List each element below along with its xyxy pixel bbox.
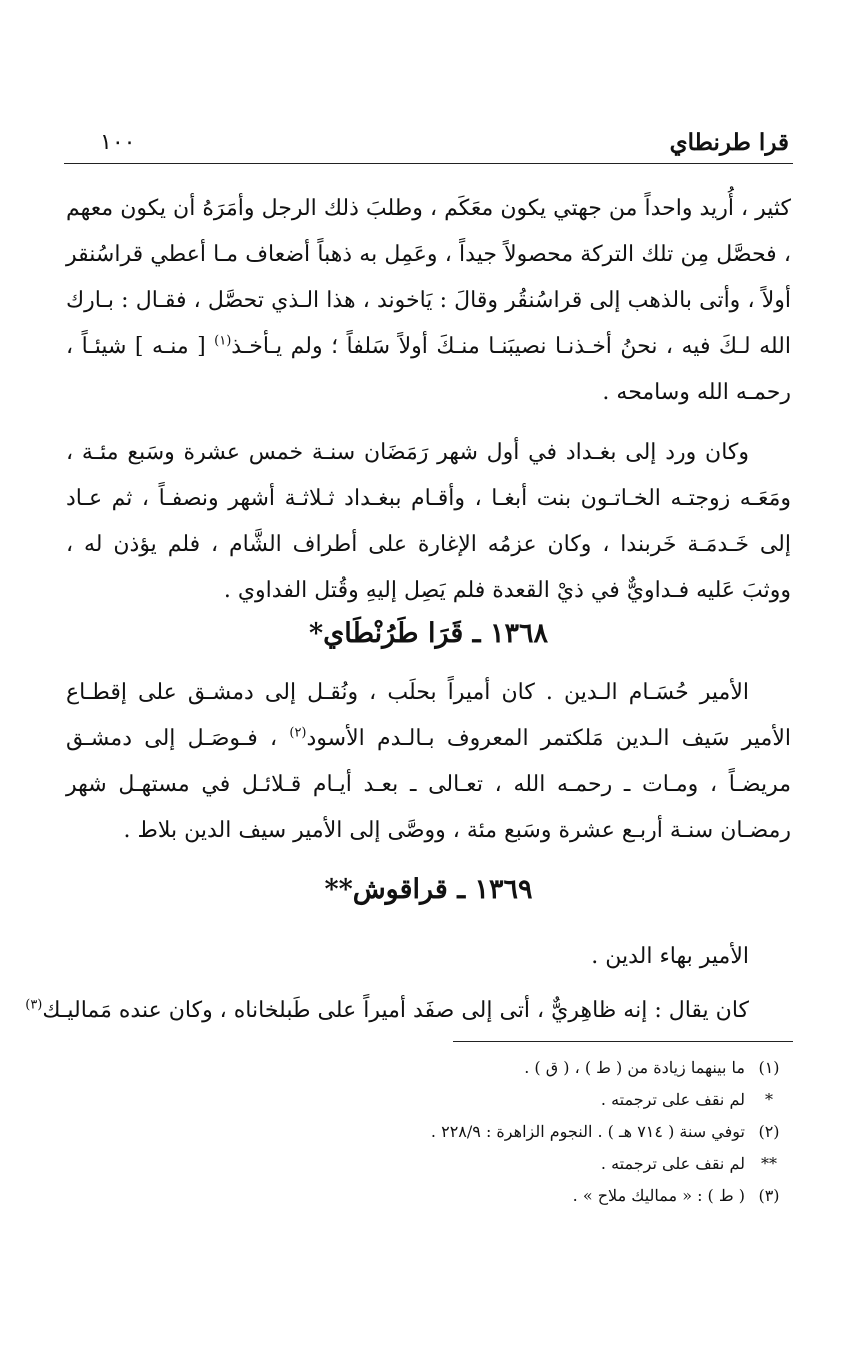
- footnote-rule: [453, 1041, 793, 1042]
- footnote-mark: (١): [758, 1058, 780, 1077]
- footnote-mark: **: [761, 1154, 777, 1173]
- running-title: قرا طرنطاي: [669, 129, 789, 156]
- entry-heading-1368: ١٣٦٨ ـ قَرَا طَرُنْطَاي*: [309, 618, 548, 649]
- paragraph-text: الأمير حُسَـام الـدين . كان أميراً بحلَب ، ونُقـل إلى دمشـق على إقطـاع الأمير سَيف الـدين مَلكتمر المعروف بـالـدم الأسود: [66, 680, 791, 751]
- footnote-item: [66, 1148, 793, 1180]
- footnotes: [66, 1052, 793, 1212]
- paragraph-text: كان يقال : إنه ظاهِريٌّ ، أتى إلى صفَد أميراً على طَبلخاناه ، وكان عنده مَماليـك: [42, 998, 749, 1023]
- paragraph-baghdad: وكان ورد إلى بغـداد في أول شهر رَمَضَان سنـة خمس عشرة وسَبع مئـة ، ومَعَـه زوجتـه الخـاتـون بنت أبغـا ، وأقـام ببغـداد ثـلاثـة أشهر ونصفـاً ، ثم عـاد إلى خَـدمَـة خَربندا ، وكان عزمُه الإغارة على أطراف الشَّام ، فلم يؤذن له ، ووثبَ عَليه فـداويٌّ في ذيْ القعدة فلم يَصِل إليهِ وقُتل الفداوي .: [66, 440, 791, 603]
- paragraph-entry-1368: [66, 670, 791, 854]
- footnote-mark: (٢): [758, 1122, 780, 1141]
- footnote-text: توفي سنة ( ٧١٤ هـ ) . النجوم الزاهرة : ٢٢٨/٩ .: [430, 1122, 745, 1141]
- paragraph-text: ، فـوصَـل إلى دمشـق مريضـاً ، ومـات ـ رحمـه الله ، تعـالى ـ بعـد أيـام قـلائـل في مستهـل شهر رمضـان سنـة أربـع عشرة وسَبع مئة ، ووصَّى إلى الأمير سيف الدين بلاط .: [66, 726, 791, 843]
- paragraph-entry-1369-title: الأمير بهاء الدين .: [591, 944, 749, 969]
- footnote-item: [66, 1180, 793, 1212]
- footnote-text: لم نقف على ترجمته .: [600, 1090, 745, 1109]
- footnote-item: [66, 1084, 793, 1116]
- footnote-item: [66, 1116, 793, 1148]
- footnote-text: لم نقف على ترجمته .: [600, 1154, 745, 1173]
- paragraph-text: كثير ، أُريد واحداً من جهتي يكون معَكَم ، وطلبَ ذلك الرجل وأمَرَهُ أن يكون معهم ، فحصَّل مِن تلك التركة محصولاً جيداً ، وعَمِل به ذهباً أضعاف مـا أعطي قراسُنقر أولاً ، وأتى بالذهب إلى قراسُنقُر وقالَ : يَاخوند ، هذا الـذي تحصَّل ، فقـال : بـارك الله لـكَ فيه ، نحنُ أخـذنـا نصيبَنـا منـكَ أولاً سَلفاً ؛ ولم يـأخـذ: [66, 196, 791, 359]
- paragraph-continued: [66, 186, 791, 416]
- footnote-mark: *: [765, 1090, 773, 1109]
- footnote-ref-3: (٣): [25, 997, 43, 1013]
- page-number: ١٠٠: [100, 130, 136, 155]
- entry-heading-1369: ١٣٦٩ ـ قراقوش**: [324, 874, 533, 905]
- footnote-ref-1: (١): [214, 333, 232, 349]
- footnote-item: [66, 1052, 793, 1084]
- footnote-text: ما بينهما زيادة من ( ط ) ، ( ق ) .: [524, 1058, 745, 1077]
- header-rule: [64, 163, 793, 164]
- footnote-mark: (٣): [758, 1186, 780, 1205]
- footnote-ref-2: (٢): [289, 725, 307, 741]
- paragraph-text: [ منـه ] شيئـاً ، رحمـه الله وسامحه .: [66, 334, 791, 405]
- footnote-text: ( ط ) : « مماليك ملاح » .: [572, 1186, 745, 1205]
- paragraph-entry-1369: [25, 988, 791, 1034]
